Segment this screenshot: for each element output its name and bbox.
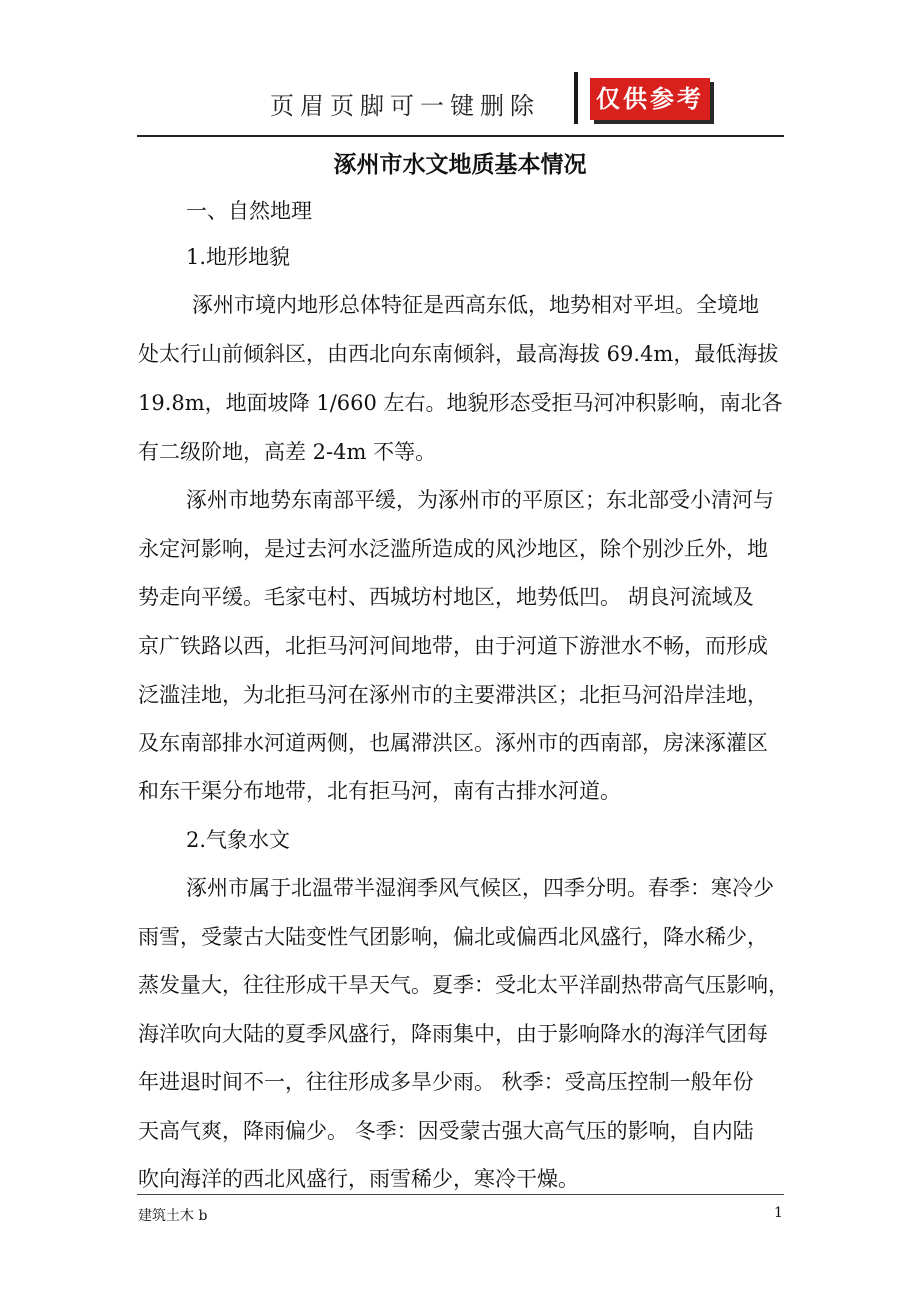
footer-rule	[137, 1194, 784, 1195]
paragraph-line: 和东干渠分布地带，北有拒马河，南有古排水河道。	[138, 779, 621, 803]
paragraph-line: 及东南部排水河道两侧，也属滞洪区。涿州市的西南部，房涞涿灌区	[138, 731, 768, 755]
page-number: 1	[774, 1205, 783, 1221]
paragraph-line: 涿州市属于北温带半湿润季风气候区，四季分明。春季：寒冷少	[186, 876, 774, 900]
paragraph-line: 势走向平缓。毛家屯村、西城坊村地区，地势低凹。 胡良河流域及	[138, 585, 754, 609]
paragraph-line: 涿州市地势东南部平缓，为涿州市的平原区；东北部受小清河与	[186, 488, 774, 512]
paragraph-line: 吹向海洋的西北风盛行，雨雪稀少，寒冷干燥。	[138, 1167, 579, 1191]
header-divider	[574, 72, 578, 124]
paragraph-line: 年进退时间不一，往往形成多旱少雨。 秋季：受高压控制一般年份	[138, 1070, 754, 1094]
paragraph-line: 京广铁路以西，北拒马河河间地带，由于河道下游泄水不畅，而形成	[138, 634, 768, 658]
paragraph-line: 蒸发量大，往往形成干旱天气。夏季：受北太平洋副热带高气压影响，	[138, 973, 789, 997]
header-rule	[137, 135, 784, 137]
paragraph-line: 涿州市境内地形总体特征是西高东低，地势相对平坦。全境地	[192, 293, 759, 317]
paragraph-line: 天高气爽，降雨偏少。 冬季：因受蒙古强大高气压的影响，自内陆	[138, 1119, 754, 1143]
document-title: 涿州市水文地质基本情况	[333, 151, 587, 178]
paragraph-line: 处太行山前倾斜区，由西北向东南倾斜，最高海拔 69.4m，最低海拔	[138, 342, 779, 366]
header-text: 页眉页脚可一键删除	[270, 92, 540, 120]
section-heading-natural-geography: 一、自然地理	[186, 199, 312, 223]
paragraph-line: 泛滥洼地，为北拒马河在涿州市的主要滞洪区；北拒马河沿岸洼地，	[138, 683, 768, 707]
reference-only-badge: 仅供参考	[590, 78, 710, 120]
paragraph-line: 雨雪，受蒙古大陆变性气团影响，偏北或偏西北风盛行，降水稀少，	[138, 925, 768, 949]
footer-text: 建筑土木 b	[138, 1208, 208, 1224]
paragraph-line: 永定河影响，是过去河水泛滥所造成的风沙地区，除个别沙丘外，地	[138, 537, 768, 561]
subsection-heading-terrain: 1.地形地貌	[186, 245, 291, 269]
paragraph-line: 19.8m，地面坡降 1/660 左右。地貌形态受拒马河冲积影响，南北各	[138, 391, 783, 415]
subsection-heading-climate-hydrology: 2.气象水文	[186, 828, 291, 852]
paragraph-line: 海洋吹向大陆的夏季风盛行，降雨集中，由于影响降水的海洋气团每	[138, 1022, 768, 1046]
paragraph-line: 有二级阶地，高差 2-4m 不等。	[138, 440, 437, 464]
